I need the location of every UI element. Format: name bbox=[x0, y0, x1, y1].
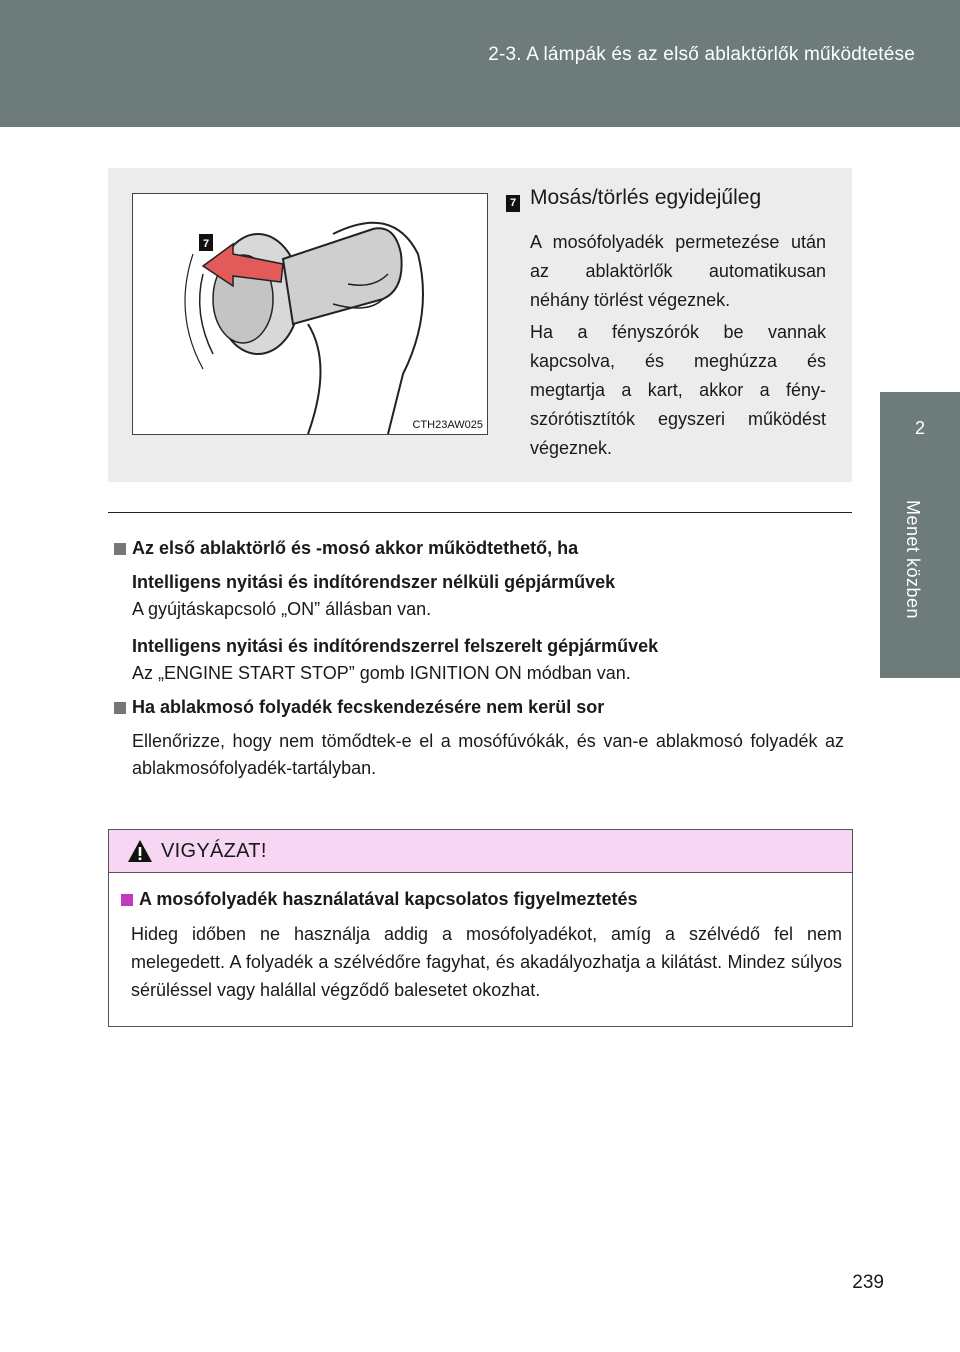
note-heading-1 bbox=[114, 538, 844, 559]
warning-heading-text: A mosófolyadék használatával kapcsolatos figyelmeztetés bbox=[139, 889, 638, 909]
warning-text: Hideg időben ne használja addig a mosófolyadékot, amíg a szélvédő fel nem melegedett. A folyadék a szélvédőre fagyhat, és akadályozhatja a kilátást. Mindez súlyos sérüléssel vagy halállal végződő balesetet okozhat. bbox=[131, 924, 842, 1000]
figure-paragraph-2: Ha a fényszórók be vannak kapcsolva, és meghúzza és megtartja a kart, akkor a fényszórótisztítók egyszeri működést végeznek. bbox=[530, 322, 826, 458]
divider bbox=[108, 512, 852, 513]
warning-triangle-icon bbox=[127, 839, 153, 863]
note-2-text: Ellenőrizze, hogy nem tömődtek-e el a mosófúvókák, és van-e ablakmosó folyadék az ablakmosófolyadék-tartályban. bbox=[132, 731, 844, 778]
illustration-marker: 7 bbox=[202, 238, 210, 250]
note-heading-2-text: Ha ablakmosó folyadék fecskendezésére nem kerül sor bbox=[132, 697, 605, 717]
wiper-lever-illustration bbox=[132, 193, 488, 435]
figure-heading: Mosás/törlés egyidejűleg bbox=[530, 186, 762, 209]
warning-label: VIGYÁZAT! bbox=[161, 839, 267, 862]
note-1-sub-1: Intelligens nyitási és indítórendszer nélküli gépjárművek bbox=[132, 572, 616, 592]
note-1-block-1 bbox=[132, 569, 844, 623]
chapter-number: 2 bbox=[914, 418, 925, 438]
note-1-text-2: Az „ENGINE START STOP” gomb IGNITION ON módban van. bbox=[132, 663, 631, 683]
note-1-block-2 bbox=[132, 633, 844, 687]
note-heading-2 bbox=[114, 697, 844, 718]
note-heading-1-text: Az első ablaktörlő és -mosó akkor működtethető, ha bbox=[132, 538, 579, 558]
page-number: 239 bbox=[852, 1272, 884, 1293]
notes-section bbox=[114, 538, 844, 792]
step-marker: 7 bbox=[506, 195, 520, 212]
warning-box bbox=[108, 829, 853, 1027]
bullet-square-icon bbox=[114, 543, 126, 555]
bullet-square-icon bbox=[114, 702, 126, 714]
bullet-square-icon bbox=[121, 894, 133, 906]
figure-code: CTH23AW025 bbox=[412, 419, 483, 431]
side-tab bbox=[880, 127, 960, 1352]
note-1-text-1: A gyújtáskapcsoló „ON” állásban van. bbox=[132, 599, 432, 619]
section-title: 2-3. A lámpák és az első ablaktörlők működtetése bbox=[488, 44, 915, 65]
chapter-label: Menet közben bbox=[903, 500, 923, 620]
warning-content bbox=[109, 873, 852, 1004]
figure-paragraph-1: A mosófolyadék permetezése után az ablaktörlők automatikusan néhány törlést végeznek. bbox=[530, 232, 826, 310]
hand-pulling-lever-drawing bbox=[133, 194, 487, 434]
warning-header bbox=[109, 830, 852, 873]
note-1-sub-2: Intelligens nyitási és indítórendszerrel felszerelt gépjárművek bbox=[132, 636, 659, 656]
warning-heading bbox=[121, 889, 842, 910]
